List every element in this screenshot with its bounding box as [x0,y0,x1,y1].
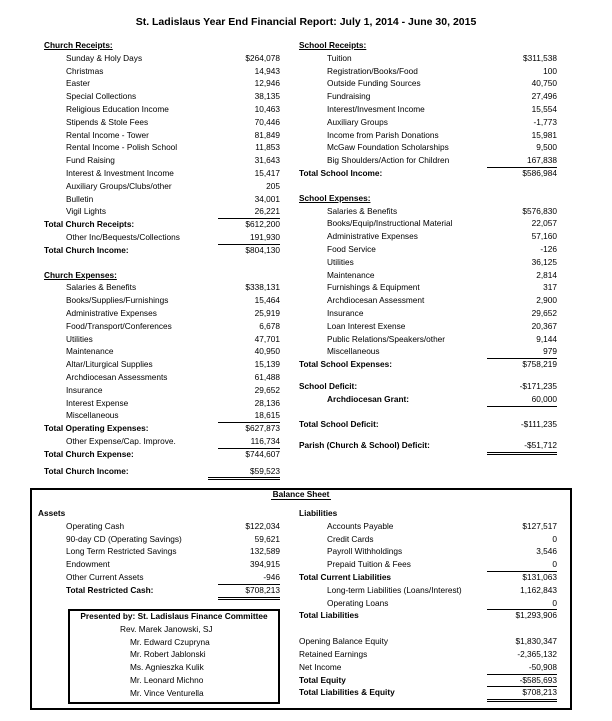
church-expense-row-value: 15,464 [254,295,280,306]
church-expense-row-value: 28,136 [254,397,280,408]
church-expense-row-value: 25,919 [254,307,280,318]
school-receipt-row-value: $311,538 [523,52,557,63]
school-expense-row-value: 57,160 [531,231,557,242]
parish-deficit [299,439,557,452]
school-receipt-row [299,116,557,129]
church-receipt-row-value: 81,849 [254,129,280,140]
school-deficit-label: School Deficit: [299,380,358,391]
liability-row-value: 3,546 [536,546,557,557]
committee-member: Ms. Agnieszka Kulik [130,662,204,673]
total-church-expense-label: Total Church Expense: [44,448,134,459]
total-current-liabilities-value: $131,063 [522,571,557,582]
school-receipt-row-label: Outside Funding Sources [327,78,421,89]
archdiocesan-grant [299,393,557,406]
church-receipt-row-value: 15,417 [254,167,280,178]
equity-row-value: $1,830,347 [515,636,557,647]
total-restricted-cash [44,584,284,597]
school-expense-row [299,345,557,358]
liability-row-label: Accounts Payable [327,520,394,531]
church-receipt-row [44,116,284,129]
church-expense-row [44,333,284,346]
total-liabilities-equity-value: $708,213 [487,686,557,702]
church-receipt-row-value: $264,078 [245,52,280,63]
church-receipt-row [44,167,284,180]
asset-row [44,545,284,558]
school-receipt-row-label: Auxiliary Groups [327,116,388,127]
asset-row-label: Other Current Assets [66,571,144,582]
total-school-deficit-label: Total School Deficit: [299,418,379,429]
balance-sheet-title: Balance Sheet [272,489,330,499]
total-school-deficit [299,418,557,431]
asset-row-value: 394,915 [250,559,280,570]
church-receipts-header [44,39,284,52]
school-receipt-row-value: -1,773 [533,116,557,127]
church-receipt-row-value: 26,221 [218,205,280,219]
church-expenses-header-label: Church Expenses: [44,269,117,280]
liability-row-label: Credit Cards [327,533,374,544]
other-income-row-label: Other Inc/Bequests/Collections [66,231,180,242]
school-expense-row [299,320,557,333]
church-receipt-row-value: 11,853 [255,142,280,153]
church-expenses-header [44,269,284,282]
church-expense-row-label: Books/Supplies/Furnishings [66,295,169,306]
equity-row-label: Opening Balance Equity [299,636,389,647]
church-receipt-row-label: Special Collections [66,91,137,102]
school-expenses-header-label: School Expenses: [299,192,371,203]
school-expense-row-value: -126 [540,243,557,254]
capital-improvement-row [44,435,284,448]
long-term-liabilities-value: 1,162,843 [520,584,557,595]
church-expense-row [44,307,284,320]
asset-row-label: Endowment [66,559,110,570]
school-receipt-row-value: 9,500 [536,142,557,153]
asset-row [44,571,284,584]
parish-deficit-label: Parish (Church & School) Deficit: [299,440,430,451]
capital-improvement-row-label: Other Expense/Cap. Improve. [66,435,176,446]
school-expense-row [299,217,557,230]
liability-row-label: Payroll Withholdings [327,546,403,557]
liability-row-label: Prepaid Tuition & Fees [327,559,411,570]
school-expense-row-label: Archdiocesan Assessment [327,295,425,306]
church-receipt-row [44,90,284,103]
total-church-expense [44,448,284,461]
total-operating-expenses-value: $627,873 [245,423,280,434]
school-receipt-row-label: Interest/Invesment Income [327,103,425,114]
assets-header [38,507,284,520]
church-expense-row [44,397,284,410]
school-receipt-row [299,141,557,154]
equity-row-value: -2,365,132 [517,648,557,659]
church-receipt-row-value: 10,463 [254,103,280,114]
committee-member: Rev. Marek Janowski, SJ [120,623,213,634]
church-receipts-header-label: Church Receipts: [44,40,113,50]
total-equity-label: Total Equity [299,674,346,685]
school-expense-row [299,307,557,320]
total-liabilities [299,609,557,622]
school-expense-row [299,230,557,243]
church-receipt-row [44,52,284,65]
church-expense-row-label: Insurance [66,384,103,395]
committee-member: Mr. Robert Jablonski [130,649,206,660]
total-equity-value: -$585,693 [487,674,557,688]
church-expense-row [44,358,284,371]
assets-section [38,507,284,597]
school-receipt-row-value: 15,981 [531,129,557,140]
asset-row-value: 132,589 [250,546,280,557]
church-expense-row-value: 40,950 [254,346,280,357]
church-receipt-row [44,65,284,78]
church-expense-row-label: Maintenance [66,346,114,357]
committee-member: Mr. Edward Czupryna [130,636,210,647]
asset-row-label: Long Term Restricted Savings [66,546,177,557]
report-title: St. Ladislaus Year End Financial Report: July 1, 2014 - June 30, 2015 [135,16,477,28]
school-expense-row-value: $576,830 [522,205,557,216]
equity-row-label: Retained Earnings [299,648,368,659]
operating-loans [299,597,557,610]
church-expense-row-value: 15,139 [254,359,280,370]
church-receipt-row [44,129,284,142]
school-expense-row-value: 2,900 [536,295,557,306]
school-deficit-value: -$171,235 [519,380,557,391]
church-net-income-label: Total Church Income: [44,465,129,476]
church-receipt-row-value: 34,001 [254,193,280,204]
church-expense-row-value: 47,701 [254,333,280,344]
church-receipt-row-label: Easter [66,78,90,89]
school-receipt-row [299,129,557,142]
church-expense-row-label: Interest Expense [66,397,129,408]
school-receipt-row [299,77,557,90]
church-expense-row [44,384,284,397]
total-school-income-label: Total School Income: [299,167,383,178]
liability-row-value: 0 [552,533,557,544]
church-receipt-row-label: Religious Education Income [66,103,169,114]
asset-row-label: Operating Cash [66,520,125,531]
line-item [44,257,284,269]
church-expense-row-value: 18,615 [218,409,280,423]
school-expense-row [299,333,557,346]
school-receipts-header [299,39,557,52]
liability-row [299,533,557,546]
school-expense-row [299,281,557,294]
school-expense-row-value: 979 [487,345,557,359]
school-expense-row-label: Insurance [327,307,364,318]
presenter-header: Presented by: St. Ladislaus Finance Committee [80,611,268,621]
school-expense-row-label: Administrative Expenses [327,231,418,242]
line-item [299,430,557,439]
church-expense-row [44,371,284,384]
school-receipt-row [299,52,557,65]
school-receipt-row-value: 40,750 [531,78,557,89]
church-expense-row [44,294,284,307]
total-liabilities-value: $1,293,906 [515,610,557,621]
school-receipt-row-label: Big Shoulders/Action for Children [327,155,450,166]
line-item [299,371,557,380]
liability-row-value: 0 [487,558,557,572]
school-expense-row [299,294,557,307]
total-current-liabilities [299,571,557,584]
school-receipt-row-value: 27,496 [531,91,557,102]
church-expense-row [44,409,284,422]
equity-row-value: -50,908 [487,661,557,675]
church-expense-row-value: $338,131 [245,282,280,293]
school-deficit [299,380,557,393]
equity-row [299,648,557,661]
school-expense-row-value: 22,057 [531,218,557,229]
total-church-receipts-value: $612,200 [245,219,280,230]
archdiocesan-grant-value: 60,000 [487,393,557,407]
operating-loans-value: 0 [487,597,557,611]
school-expense-row-value: 29,652 [531,307,557,318]
church-receipt-row-value: 31,643 [254,155,280,166]
school-expense-row-value: 2,814 [536,269,557,280]
church-expense-row-label: Salaries & Benefits [66,282,137,293]
committee-member: Mr. Vince Venturella [130,687,204,698]
school-receipt-row-value: 15,554 [531,103,557,114]
church-receipt-row-label: Fund Raising [66,155,115,166]
school-expense-row [299,269,557,282]
church-receipt-row-value: 38,135 [254,91,280,102]
parish-deficit-value: -$51,712 [487,439,557,455]
total-school-expenses [299,358,557,371]
total-school-expenses-label: Total School Expenses: [299,359,392,370]
church-expense-row [44,320,284,333]
school-receipt-row [299,90,557,103]
equity-row [299,635,557,648]
school-expense-row-label: Utilities [327,256,354,267]
school-receipt-row-value: 167,838 [487,154,557,168]
total-school-deficit-value: -$111,235 [520,418,557,429]
school-receipt-row-label: Fundraising [327,91,371,102]
school-expense-row-label: Food Service [327,243,376,254]
asset-row [44,533,284,546]
total-school-expenses-value: $758,219 [522,359,557,370]
school-expense-row-value: 20,367 [531,320,557,331]
asset-row-label: 90-day CD (Operating Savings) [66,533,182,544]
assets-header-label: Assets [38,508,66,518]
church-column [44,39,284,477]
school-receipt-row-value: 100 [543,65,557,76]
liabilities-header [299,507,557,520]
capital-improvement-row-value: 116,734 [218,435,280,449]
asset-row-value: -946 [218,571,280,585]
liability-row [299,558,557,571]
school-expense-row-value: 36,125 [531,256,557,267]
school-expense-row-label: Books/Equip/Instructional Material [327,218,453,229]
school-expense-row-label: Public Relations/Speakers/other [327,333,446,344]
school-expense-row-label: Miscellaneous [327,346,380,357]
church-expense-row-label: Miscellaneous [66,410,119,421]
long-term-liabilities [299,584,557,597]
total-restricted-cash-value: $708,213 [218,584,280,600]
asset-row [44,558,284,571]
church-expense-row-value: 61,488 [254,371,280,382]
liability-row-value: $127,517 [522,520,557,531]
church-receipt-row-label: Bulletin [66,193,94,204]
presenter-list [68,610,280,700]
church-receipt-row [44,154,284,167]
line-item [299,622,557,635]
school-column [299,39,557,452]
total-church-income-label: Total Church Income: [44,244,129,255]
school-receipt-row [299,103,557,116]
school-expense-row-label: Furnishings & Equipment [327,282,420,293]
total-restricted-cash-label: Total Restricted Cash: [66,584,154,595]
other-income-row-value: 191,930 [218,231,280,245]
church-receipt-row [44,193,284,206]
asset-row [44,520,284,533]
church-expense-row-label: Administrative Expenses [66,307,157,318]
total-church-income [44,244,284,257]
church-receipt-row [44,103,284,116]
church-expense-row [44,281,284,294]
church-receipt-row [44,77,284,90]
total-operating-expenses-label: Total Operating Expenses: [44,423,149,434]
school-receipt-row [299,154,557,167]
school-receipt-row-label: Income from Parish Donations [327,129,439,140]
church-expense-row-label: Archdiocesan Assessments [66,371,168,382]
church-expense-row-label: Food/Transport/Conferences [66,320,172,331]
church-receipt-row-value: 205 [266,180,280,191]
church-net-income [44,465,284,478]
total-church-receipts-label: Total Church Receipts: [44,219,135,230]
church-receipt-row-label: Christmas [66,65,104,76]
school-expense-row [299,243,557,256]
church-receipt-row-value: 14,943 [254,65,280,76]
church-expense-row [44,345,284,358]
committee-member: Mr. Leonard Michno [130,674,204,685]
school-expenses-header [299,192,557,205]
church-receipt-row-label: Rental Income - Tower [66,129,149,140]
equity-row-label: Net Income [299,661,342,672]
line-item [299,180,557,192]
asset-row-value: 59,621 [254,533,280,544]
church-receipt-row-label: Sunday & Holy Days [66,52,143,63]
school-expense-row [299,256,557,269]
total-church-receipts [44,218,284,231]
total-school-income-value: $586,984 [522,167,557,178]
total-liabilities-equity-label: Total Liabilities & Equity [299,687,395,698]
liabilities-section [299,507,557,699]
total-operating-expenses [44,422,284,435]
church-expense-row-value: 29,652 [254,384,280,395]
long-term-liabilities-label: Long-term Liabilities (Loans/Interest) [327,584,462,595]
total-church-income-value: $804,130 [245,244,280,255]
school-expense-row [299,205,557,218]
school-receipt-row-label: Tuition [327,52,352,63]
total-school-income [299,167,557,180]
school-receipts-header-label: School Receipts: [299,40,367,50]
liability-row [299,520,557,533]
school-receipt-row-label: McGaw Foundation Scholarships [327,142,449,153]
church-receipt-row [44,205,284,218]
school-receipt-row-label: Registration/Books/Food [327,65,418,76]
operating-loans-label: Operating Loans [327,597,389,608]
school-expense-row-value: 9,144 [536,333,557,344]
archdiocesan-grant-label: Archdiocesan Grant: [327,393,410,404]
equity-row [299,661,557,674]
total-church-expense-value: $744,607 [245,448,280,459]
church-expense-row-label: Altar/Liturgical Supplies [66,359,153,370]
total-liabilities-equity [299,686,557,699]
total-equity [299,674,557,687]
church-receipt-row-label: Interest & Investment Income [66,167,174,178]
church-receipt-row-value: 70,446 [254,116,280,127]
school-expense-row-value: 317 [543,282,557,293]
church-receipt-row-label: Rental Income - Polish School [66,142,178,153]
church-receipt-row-label: Vigil Lights [66,206,106,217]
other-income-row [44,231,284,244]
church-receipt-row [44,180,284,193]
asset-row-value: $122,034 [245,520,280,531]
line-item [299,406,557,418]
liabilities-header-label: Liabilities [299,508,338,518]
school-expense-row-label: Salaries & Benefits [327,205,398,216]
school-expense-row-label: Maintenance [327,269,375,280]
total-current-liabilities-label: Total Current Liabilities [299,571,392,582]
church-expense-row-label: Utilities [66,333,93,344]
school-receipt-row [299,65,557,78]
church-receipt-row-value: 12,946 [254,78,280,89]
church-receipt-row-label: Auxiliary Groups/Clubs/other [66,180,172,191]
total-liabilities-label: Total Liabilities [299,610,359,621]
school-expense-row-label: Loan Interest Exense [327,320,406,331]
church-receipt-row-label: Stipends & Stole Fees [66,116,149,127]
church-receipt-row [44,141,284,154]
liability-row [299,545,557,558]
church-net-income-value: $59,523 [208,465,280,481]
church-expense-row-value: 6,678 [259,320,280,331]
